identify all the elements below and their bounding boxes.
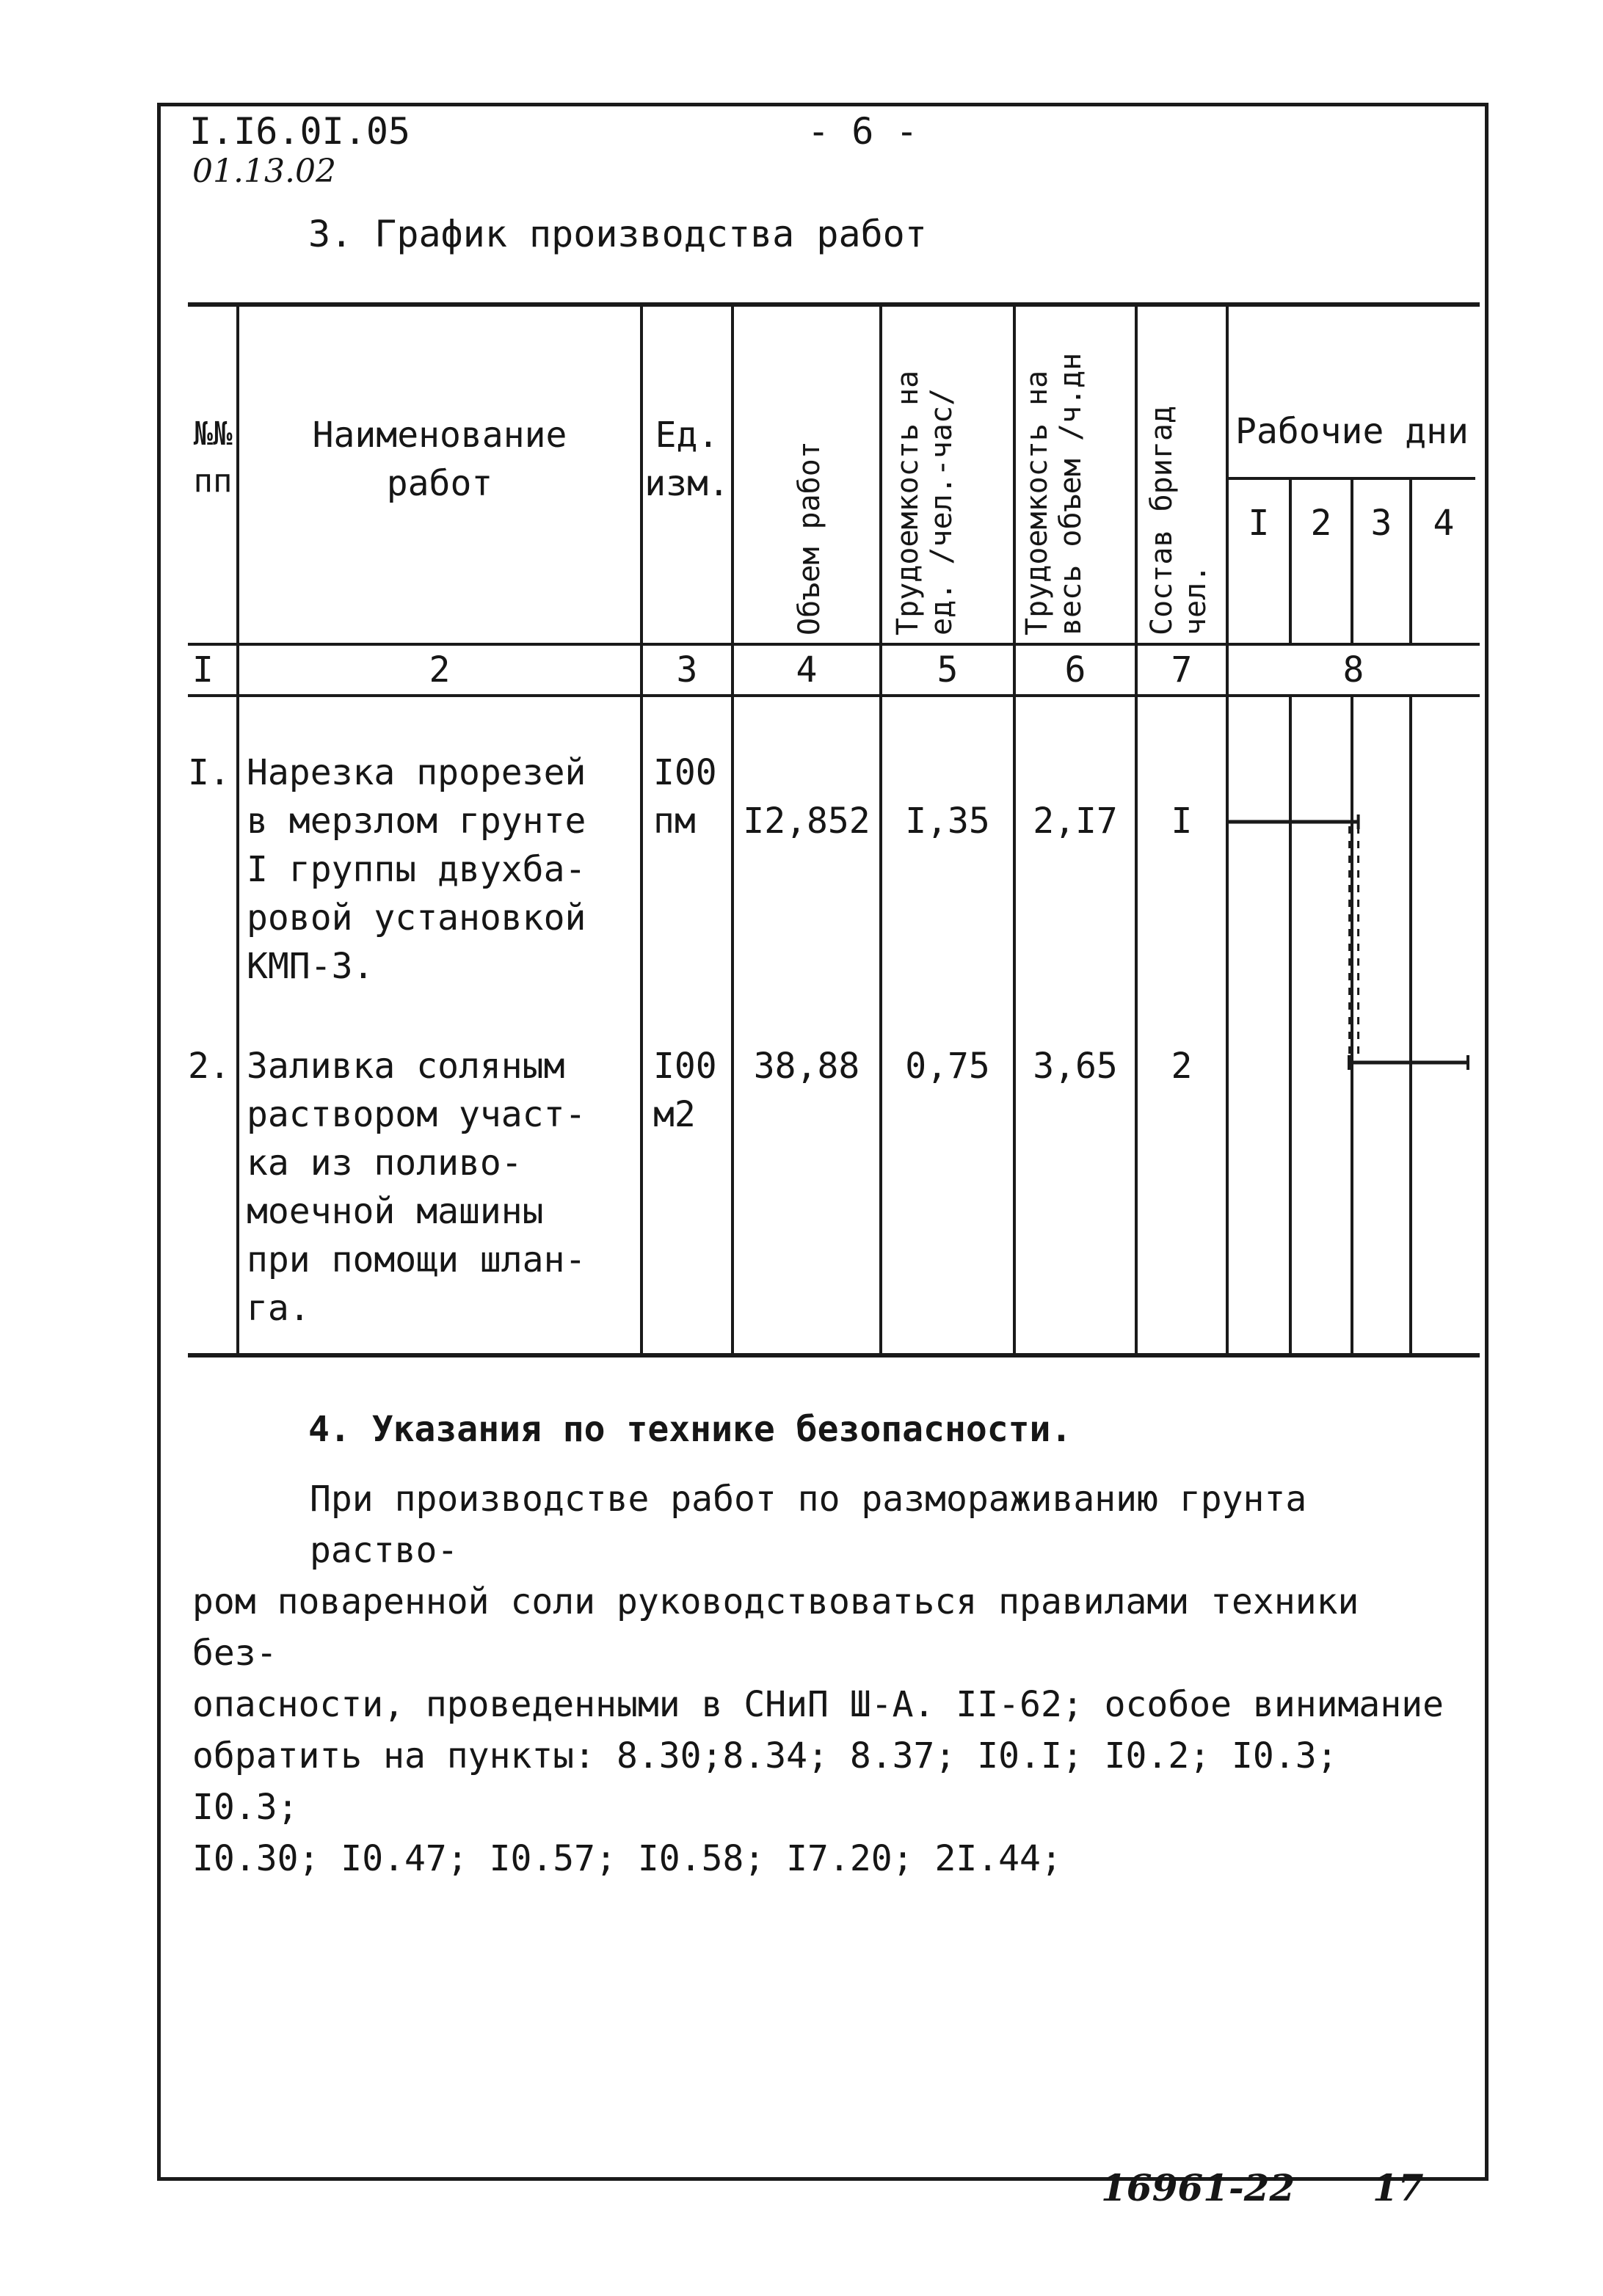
row2-name-line5: при помощи шлан-	[247, 1239, 586, 1280]
row2-unit-line2: м2	[653, 1094, 696, 1135]
row1-name-line2: в мерзлом грунте	[247, 801, 586, 842]
colnum-5: 5	[937, 649, 959, 690]
section4-line3: опасности, проведенными в СНиП Ш-А. II-62; особое винимание	[192, 1684, 1444, 1725]
row1-volume: I2,852	[743, 801, 870, 842]
row2-name-line1: Заливка соляным	[247, 1046, 565, 1087]
schedule-chart	[1227, 770, 1477, 1079]
row2-name-line3: ка из поливо-	[247, 1142, 523, 1184]
row1-labor-total: 2,I7	[1033, 801, 1118, 842]
row2-name	[247, 1042, 640, 1333]
section4-line1: При производстве работ по размораживанию грунта раство-	[310, 1479, 1307, 1571]
header-day-3: 3	[1370, 503, 1392, 544]
row2-name-line6: га.	[247, 1288, 310, 1329]
table-top-border	[188, 302, 1480, 307]
header-unit	[641, 411, 733, 508]
header-num	[183, 411, 242, 505]
row1-name-line5: КМП-3.	[247, 946, 374, 987]
section4-line5: I0.30; I0.47; I0.57; I0.58; I7.20; 2I.44;	[192, 1838, 1062, 1879]
header-name-line1: Наименование	[312, 415, 567, 456]
colnum-1: I	[192, 649, 214, 690]
row2-labor-unit: 0,75	[905, 1046, 990, 1087]
section4-text	[192, 1473, 1455, 1884]
header-volume-line1: Объем работ	[793, 441, 826, 635]
header-labor-total-line1: Трудоемкость на	[1020, 370, 1054, 635]
row1-name-line3: I группы двухба-	[247, 849, 586, 890]
row2-name-line2: раствором участ-	[247, 1094, 586, 1135]
table-bottom-border	[188, 1353, 1480, 1357]
header-day-2: 2	[1310, 503, 1332, 544]
row1-num: I.	[188, 752, 230, 793]
row1-name	[247, 748, 640, 991]
header-unit-line1: Ед.	[655, 415, 719, 456]
colnum-7: 7	[1171, 649, 1193, 690]
doc-code: I.I6.0I.05	[189, 110, 411, 153]
header-crew	[1145, 406, 1213, 635]
header-labor-unit-line2: ед. /чел.-час/	[925, 387, 959, 635]
colnum-bottom-line	[188, 694, 1480, 697]
section4-line4: обратить на пункты: 8.30;8.34; 8.37; I0.I; I0.2; I0.3; I0.3;	[192, 1735, 1338, 1828]
row1-labor-unit: I,35	[905, 801, 990, 842]
row2-volume: 38,88	[753, 1046, 860, 1087]
row2-unit-line1: I00	[653, 1046, 717, 1087]
header-days-title: Рабочие дни	[1235, 411, 1469, 452]
row1-name-line4: ровой установкой	[247, 897, 586, 939]
header-labor-total-line2: весь объем /ч.дн	[1054, 352, 1088, 635]
header-num-line2: пп	[193, 462, 233, 500]
page-number: - 6 -	[807, 110, 918, 153]
colnum-3: 3	[676, 649, 698, 690]
header-day-1: I	[1248, 503, 1270, 544]
header-labor-unit-line1: Трудоемкость на	[891, 370, 925, 635]
row1-name-line1: Нарезка прорезей	[247, 752, 586, 793]
row1-unit-line1: I00	[653, 752, 717, 793]
header-labor-total	[1020, 353, 1088, 635]
header-crew-line1: Состав бригад	[1145, 405, 1179, 635]
colnum-6: 6	[1064, 649, 1086, 690]
section4-title: 4. Указания по технике безопасности.	[308, 1409, 1072, 1450]
header-labor-unit	[891, 371, 959, 635]
row2-labor-total: 3,65	[1033, 1046, 1118, 1087]
doc-code-handwritten: 01.13.02	[192, 153, 336, 190]
header-unit-line2: изм.	[644, 463, 730, 504]
header-num-line1: №№	[193, 415, 233, 453]
row1-unit	[653, 748, 717, 845]
colnum-8: 8	[1342, 649, 1364, 690]
row1-unit-line2: пм	[653, 801, 696, 842]
row2-crew: 2	[1171, 1046, 1193, 1087]
section4-line2: ром поваренной соли руководствоваться правилами техники без-	[192, 1581, 1359, 1674]
row2-name-line4: моечной машины	[247, 1191, 544, 1232]
header-volume	[793, 441, 826, 635]
header-crew-line2: чел.	[1179, 564, 1213, 635]
row2-num: 2.	[188, 1046, 230, 1087]
header-name	[239, 411, 640, 508]
colnum-4: 4	[796, 649, 818, 690]
row1-crew: I	[1171, 801, 1193, 842]
row2-unit	[653, 1042, 717, 1139]
header-day-4: 4	[1433, 503, 1455, 544]
header-name-line2: работ	[386, 463, 493, 504]
footer-page: 17	[1373, 2166, 1424, 2209]
section3-title: 3. График производства работ	[308, 213, 927, 255]
footer-number: 16961-22	[1101, 2166, 1295, 2209]
colnum-2: 2	[429, 649, 451, 690]
